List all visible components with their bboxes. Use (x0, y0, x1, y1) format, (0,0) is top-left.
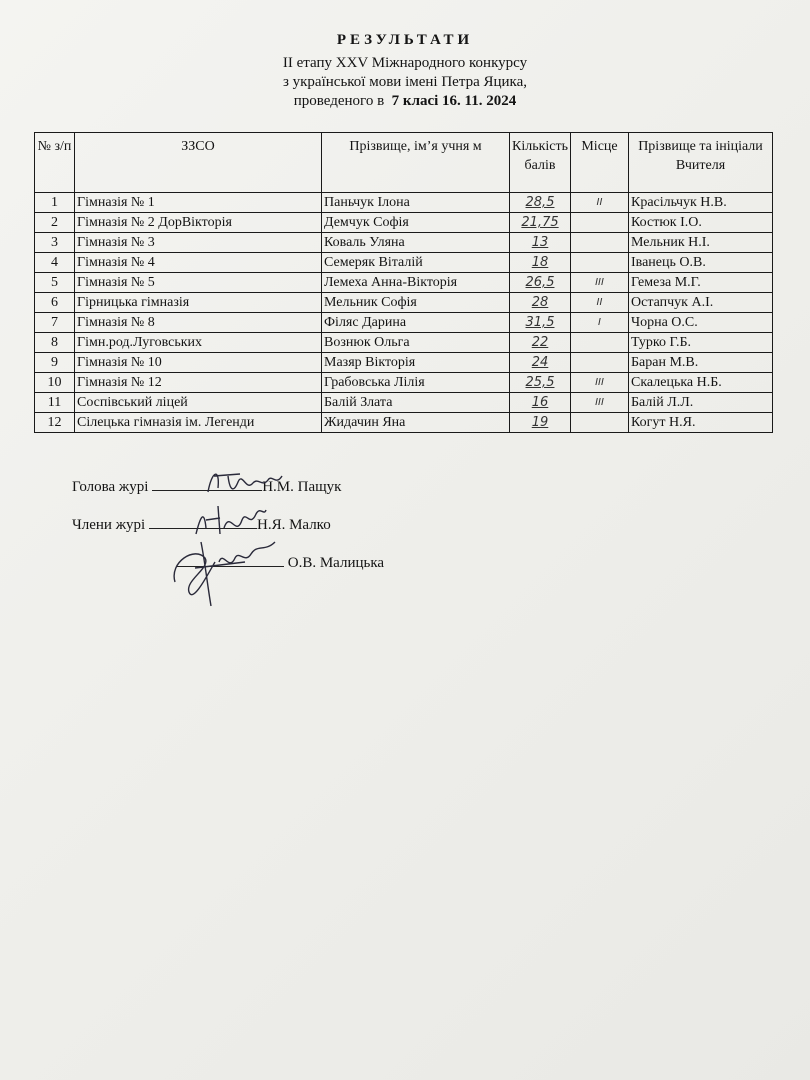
subtitle-prefix: проведеного в (293, 93, 385, 109)
student-name-cell: Мазяр Вікторія (322, 353, 510, 373)
score-cell: 28 (510, 293, 571, 313)
table-row (35, 233, 773, 253)
table-row (35, 213, 773, 233)
col-header-num: № з/п (35, 133, 75, 193)
place-cell (571, 233, 629, 253)
table-row (35, 333, 773, 353)
teacher-cell: Балій Л.Л. (629, 393, 773, 413)
row-num-cell: 10 (35, 373, 75, 393)
table-row (35, 313, 773, 333)
school-cell: Гімназія № 4 (75, 253, 322, 273)
student-name-cell: Коваль Уляна (322, 233, 510, 253)
table-row (35, 273, 773, 293)
student-name-cell: Балій Злата (322, 393, 510, 413)
score-cell: 21,75 (510, 213, 571, 233)
document-title: РЕЗУЛЬТАТИ (336, 32, 474, 48)
score-cell: 18 (510, 253, 571, 273)
score-cell: 26,5 (510, 273, 571, 293)
teacher-cell: Костюк І.О. (629, 213, 773, 233)
teacher-cell: Гемеза М.Г. (629, 273, 773, 293)
table-row (35, 253, 773, 273)
subtitle-line-2: з української мови імені Петра Яцика, (282, 74, 528, 90)
school-cell: Гімн.род.Луговських (75, 333, 322, 353)
teacher-cell: Остапчук А.І. (629, 293, 773, 313)
school-cell: Гімназія № 8 (75, 313, 322, 333)
school-cell: Сілецька гімназія ім. Легенди (75, 413, 322, 433)
place-cell (571, 413, 629, 433)
school-cell: Гімназія № 10 (75, 353, 322, 373)
teacher-cell: Чорна О.С. (629, 313, 773, 333)
col-header-name: Прізвище, ім’я учня м (322, 133, 510, 193)
score-cell: 22 (510, 333, 571, 353)
row-num-cell: 8 (35, 333, 75, 353)
subtitle-line-1: II етапу XXV Міжнародного конкурсу (282, 55, 528, 71)
row-num-cell: 12 (35, 413, 75, 433)
results-table (34, 132, 773, 433)
school-cell: Гірницька гімназія (75, 293, 322, 313)
class-and-date: 7 класі 16. 11. 2024 (391, 93, 517, 109)
student-name-cell: Паньчук Ілона (322, 193, 510, 213)
score-cell: 24 (510, 353, 571, 373)
table-row (35, 353, 773, 373)
student-name-cell: Демчук Софія (322, 213, 510, 233)
subtitle-line-3 (0, 92, 810, 111)
score-cell: 16 (510, 393, 571, 413)
teacher-cell: Баран М.В. (629, 353, 773, 373)
teacher-cell: Скалецька Н.Б. (629, 373, 773, 393)
student-name-cell: Грабовська Лілія (322, 373, 510, 393)
teacher-cell: Мельник Н.І. (629, 233, 773, 253)
col-header-school: ЗЗСО (75, 133, 322, 193)
place-cell: ІІІ (571, 273, 629, 293)
row-num-cell: 6 (35, 293, 75, 313)
school-cell: Гімназія № 1 (75, 193, 322, 213)
row-num-cell: 1 (35, 193, 75, 213)
place-cell: І (571, 313, 629, 333)
place-cell (571, 253, 629, 273)
score-cell: 28,5 (510, 193, 571, 213)
place-cell: ІІ (571, 193, 629, 213)
member1-name: Н.Я. Малко (256, 517, 331, 533)
chair-handwritten-signature (200, 462, 290, 502)
table-row (35, 413, 773, 433)
school-cell: Гімназія № 12 (75, 373, 322, 393)
member2-name: О.В. Малицька (287, 555, 385, 571)
school-cell: Гімназія № 2 ДорВікторія (75, 213, 322, 233)
place-cell: ІІІ (571, 393, 629, 413)
school-cell: Гімназія № 5 (75, 273, 322, 293)
chair-label: Голова журі (72, 479, 149, 495)
place-cell (571, 353, 629, 373)
teacher-cell: Турко Г.Б. (629, 333, 773, 353)
table-row (35, 193, 773, 213)
row-num-cell: 3 (35, 233, 75, 253)
table-header-row (35, 133, 773, 193)
place-cell (571, 213, 629, 233)
student-name-cell: Жидачин Яна (322, 413, 510, 433)
row-num-cell: 11 (35, 393, 75, 413)
table-row (35, 293, 773, 313)
row-num-cell: 5 (35, 273, 75, 293)
member2-handwritten-signature (165, 532, 285, 612)
table-row (35, 373, 773, 393)
score-cell: 25,5 (510, 373, 571, 393)
col-header-place: Місце (571, 133, 629, 193)
score-cell: 31,5 (510, 313, 571, 333)
teacher-cell: Іванець О.В. (629, 253, 773, 273)
score-cell: 13 (510, 233, 571, 253)
student-name-cell: Вознюк Ольга (322, 333, 510, 353)
place-cell: ІІ (571, 293, 629, 313)
student-name-cell: Філяс Дарина (322, 313, 510, 333)
table-row (35, 393, 773, 413)
members-label: Члени журі (72, 517, 146, 533)
student-name-cell: Семеряк Віталій (322, 253, 510, 273)
teacher-cell: Красільчук Н.В. (629, 193, 773, 213)
row-num-cell: 9 (35, 353, 75, 373)
col-header-score: Кількість балів (510, 133, 571, 193)
col-header-teacher: Прізвище та ініціали Вчителя (629, 133, 773, 193)
place-cell (571, 333, 629, 353)
student-name-cell: Лемеха Анна-Вікторія (322, 273, 510, 293)
student-name-cell: Мельник Софія (322, 293, 510, 313)
row-num-cell: 2 (35, 213, 75, 233)
row-num-cell: 4 (35, 253, 75, 273)
teacher-cell: Когут Н.Я. (629, 413, 773, 433)
chair-name: Н.М. Пащук (262, 479, 342, 495)
school-cell: Соспівський ліцей (75, 393, 322, 413)
place-cell: ІІІ (571, 373, 629, 393)
score-cell: 19 (510, 413, 571, 433)
row-num-cell: 7 (35, 313, 75, 333)
school-cell: Гімназія № 3 (75, 233, 322, 253)
